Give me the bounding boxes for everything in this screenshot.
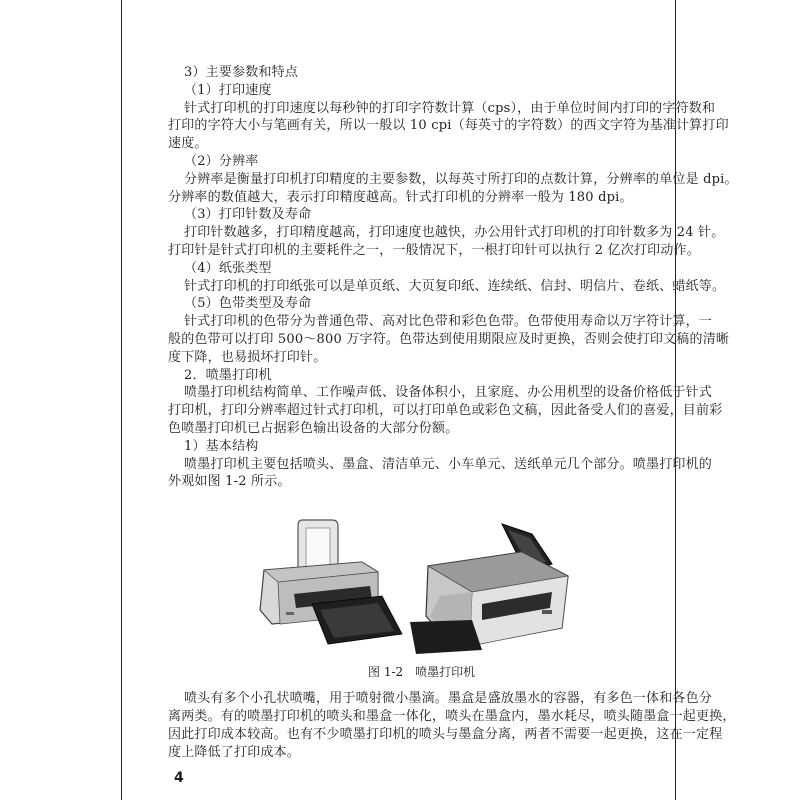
section-heading: （5）色带类型及寿命	[184, 296, 312, 312]
text-line: 外观如图 1-2 所示。	[168, 474, 291, 490]
text-line: 喷墨打印机主要包括喷头、墨盒、清洁单元、小车单元、送纸单元几个部分。喷墨打印机的	[184, 456, 713, 472]
text-line: 打印针数越多，打印精度越高，打印速度也越快，办公用针式打印机的打印针数多为 24 针。	[184, 225, 725, 241]
section-heading: （2）分辨率	[184, 154, 259, 169]
text-line: 速度。	[168, 136, 208, 152]
figure-caption: 图 1-2 喷墨打印机	[368, 665, 476, 679]
text-line: 打印针是针式打印机的主要耗件之一，一般情况下，一根打印针可以执行 2 亿次打印动作。	[168, 243, 700, 258]
text-line: 度上降低了打印成本。	[168, 745, 301, 760]
text-line: 色喷墨打印机已占据彩色输出设备的大部分份额。	[168, 421, 459, 436]
printer-left-image	[260, 520, 402, 644]
section-heading: （4）纸张类型	[184, 260, 272, 276]
text-line: 打印机，打印分辨率超过针式打印机，可以打印单色或彩色文稿，因此备受人们的喜爱，目前彩	[168, 403, 723, 419]
text-line: 般的色带可以打印 500～800 万字符。色带达到使用期限应及时更换，否则会使打印文稿的清晰	[168, 332, 730, 347]
text-line: 分辨率是衡量打印机打印精度的主要参数，以每英寸所打印的点数计算，分辨率的单位是 dpi。	[184, 171, 738, 187]
text-line: 喷墨打印机结构简单、工作噪声低、设备体积小，且家庭、办公用机型的设备价格低于针式	[184, 385, 713, 401]
section-heading: 1）基本结构	[184, 438, 259, 454]
text-line: 针式打印机的打印速度以每秒钟的打印字符数计算（cps），由于单位时间内打印的字符数和	[184, 100, 716, 116]
text-line: 针式打印机的色带分为普通色带、高对比色带和彩色色带。色带使用寿命以万字符计算，一	[184, 314, 713, 330]
section-heading: 3）主要参数和特点	[184, 65, 299, 80]
text-line: 分辨率的数值越大，表示打印精度越高。针式打印机的分辨率一般为 180 dpi。	[168, 189, 633, 205]
section-heading: （3）打印针数及寿命	[184, 207, 312, 223]
section-heading: （1）打印速度	[184, 82, 272, 98]
text-line: 离两类。有的喷墨打印机的喷头和墨盒一体化，喷头在墨盒内，墨水耗尽，喷头随墨盒一起更换，	[168, 709, 736, 724]
text-line: 度下降，也易损坏打印针。	[168, 349, 327, 365]
printer-right-image	[410, 524, 568, 654]
text-line: 针式打印机的打印纸张可以是单页纸、大页复印纸、连续纸、信封、明信片、卷纸、蜡纸等。	[184, 278, 726, 294]
text-line: 打印的字符大小与笔画有关，所以一般以 10 cpi（每英寸的字符数）的西文字符为基准计算打印	[168, 118, 729, 134]
inkjet-printer-figure	[250, 512, 580, 662]
text-line: 喷头有多个小孔状喷嘴，用于喷射微小墨滴。墨盒是盛放墨水的容器，有多色一体和各色分	[184, 691, 713, 706]
section-heading: 2．喷墨打印机	[184, 367, 272, 383]
page-number: 4	[174, 770, 184, 786]
text-line: 因此打印成本较高。也有不少喷墨打印机的喷头与墨盒分离，两者不需要一起更换，这在一定程	[168, 727, 723, 742]
